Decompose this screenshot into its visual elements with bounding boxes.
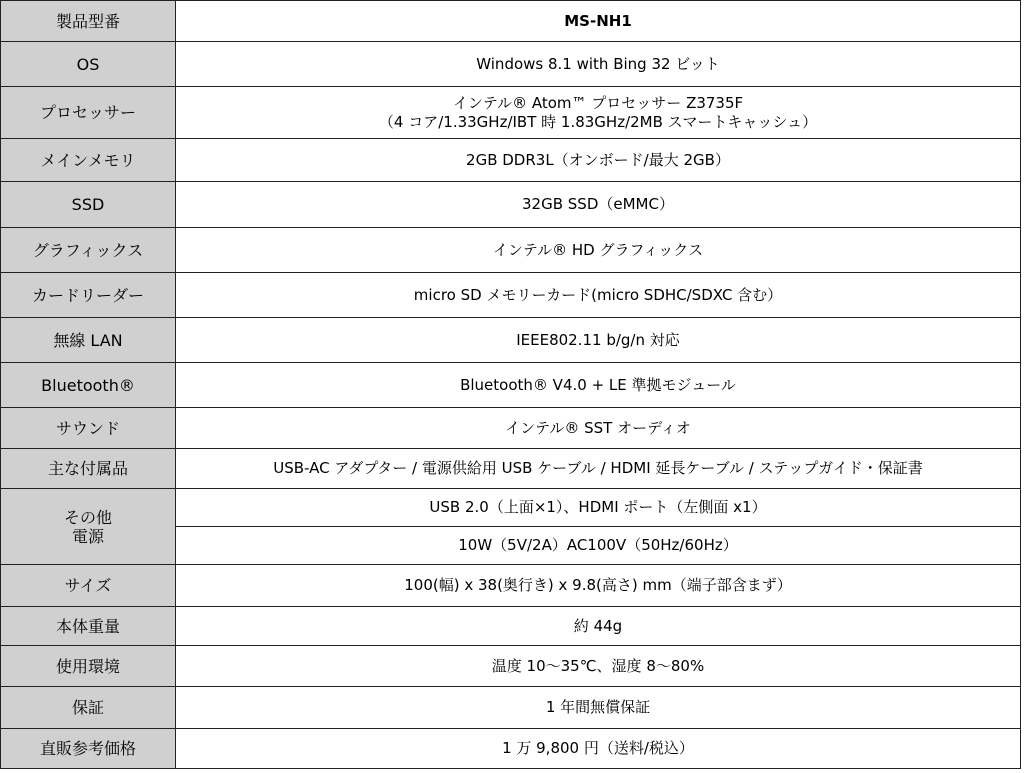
row-value-model: MS-NH1 [176,1,1021,42]
label-power: 電源 [71,526,104,546]
row-label-other-power [1,489,176,565]
row-label-memory: メインメモリ [1,139,176,182]
table-row [1,408,1021,449]
processor-line-1: インテル® Atom™ プロセッサー Z3735F [452,93,744,112]
row-label-accessories: 主な付属品 [1,449,176,489]
row-value-sound: インテル® SST オーディオ [176,408,1021,449]
row-value-graphics: インテル® HD グラフィックス [176,228,1021,273]
table-row [1,646,1021,687]
row-label-size: サイズ [1,565,176,607]
row-label-wlan: 無線 LAN [1,318,176,363]
table-row [1,228,1021,273]
row-label-environment: 使用環境 [1,646,176,687]
table-row [1,182,1021,228]
row-value-cardreader: micro SD メモリーカード(micro SDHC/SDXC 含む） [176,273,1021,318]
row-label-bluetooth: Bluetooth® [1,363,176,408]
row-label-ssd: SSD [1,182,176,228]
row-label-processor: プロセッサー [1,87,176,139]
table-row [1,139,1021,182]
row-label-sound: サウンド [1,408,176,449]
table-row [1,565,1021,607]
table-row [1,729,1021,769]
table-row [1,449,1021,489]
row-value-size: 100(幅) x 38(奥行き) x 9.8(高さ) mm（端子部含まず） [176,565,1021,607]
table-row [1,1,1021,42]
table-row [1,273,1021,318]
row-value-warranty: 1 年間無償保証 [176,687,1021,729]
row-value-processor [176,87,1021,139]
table-row [1,318,1021,363]
row-value-wlan: IEEE802.11 b/g/n 対応 [176,318,1021,363]
processor-line-2: （4 コア/1.33GHz/IBT 時 1.83GHz/2MB スマートキャッシュ） [378,112,818,131]
row-value-power: 10W（5V/2A）AC100V（50Hz/60Hz） [176,527,1021,565]
row-value-environment: 温度 10～35℃、湿度 8～80% [176,646,1021,687]
table-row [1,363,1021,408]
table-row [1,687,1021,729]
row-value-other: USB 2.0（上面×1）、HDMI ポート（左側面 x1） [176,489,1021,527]
table-row [1,489,1021,527]
row-value-bluetooth: Bluetooth® V4.0 + LE 準拠モジュール [176,363,1021,408]
row-value-os: Windows 8.1 with Bing 32 ビット [176,42,1021,87]
row-label-graphics: グラフィックス [1,228,176,273]
row-value-accessories: USB-AC アダプター / 電源供給用 USB ケーブル / HDMI 延長ケーブル / ステップガイド・保証書 [176,449,1021,489]
row-value-ssd: 32GB SSD（eMMC） [176,182,1021,228]
label-other: その他 [63,507,112,527]
table-row [1,42,1021,87]
row-label-model: 製品型番 [1,1,176,42]
row-label-weight: 本体重量 [1,607,176,646]
row-label-warranty: 保証 [1,687,176,729]
table-row [1,607,1021,646]
row-label-cardreader: カードリーダー [1,273,176,318]
row-value-memory: 2GB DDR3L（オンボード/最大 2GB） [176,139,1021,182]
row-value-weight: 約 44g [176,607,1021,646]
table-row [1,87,1021,139]
row-label-price: 直販参考価格 [1,729,176,769]
row-value-price: 1 万 9,800 円（送料/税込） [176,729,1021,769]
row-label-os: OS [1,42,176,87]
